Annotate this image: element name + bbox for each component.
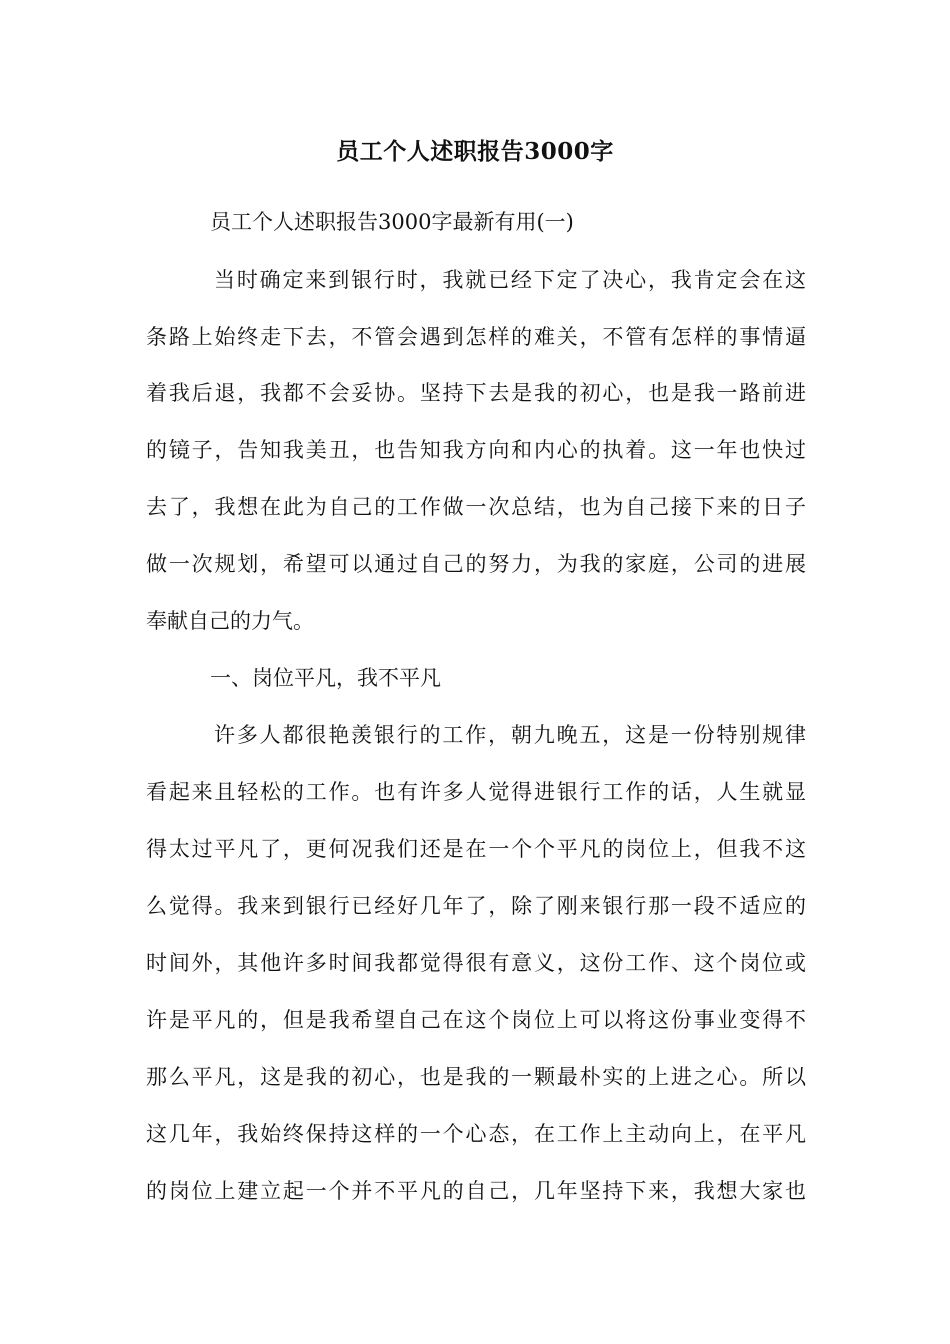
paragraph-line: 许多人都很艳羡银行的工作，朝九晚五，这是一份特别规律 — [214, 723, 806, 747]
paragraph-line: 当时确定来到银行时，我就已经下定了决心，我肯定会在这 — [214, 268, 806, 292]
paragraph-line: 的镜子，告知我美丑，也告知我方向和内心的执着。这一年也快过 — [146, 438, 806, 462]
paragraph-line: 去了，我想在此为自己的工作做一次总结，也为自己接下来的日子 — [146, 495, 806, 519]
paragraph-line: 条路上始终走下去，不管会遇到怎样的难关，不管有怎样的事情逼 — [146, 325, 806, 349]
section-heading: 一、岗位平凡，我不平凡 — [210, 666, 441, 690]
paragraph-line: 那么平凡，这是我的初心，也是我的一颗最朴实的上进之心。所以 — [146, 1065, 806, 1089]
paragraph-line: 的岗位上建立起一个并不平凡的自己，几年坚持下来，我想大家也 — [146, 1179, 806, 1203]
paragraph-line: 看起来且轻松的工作。也有许多人觉得进银行工作的话，人生就显 — [146, 780, 806, 804]
paragraph-line: 做一次规划，希望可以通过自己的努力，为我的家庭，公司的进展 — [146, 552, 806, 576]
paragraph-line: 么觉得。我来到银行已经好几年了，除了刚来银行那一段不适应的 — [146, 894, 806, 918]
document-subtitle: 员工个人述职报告3000字最新有用(一) — [210, 210, 574, 234]
paragraph-line: 这几年，我始终保持这样的一个心态，在工作上主动向上，在平凡 — [146, 1122, 806, 1146]
paragraph-line: 得太过平凡了，更何况我们还是在一个个平凡的岗位上，但我不这 — [146, 837, 806, 861]
document-title: 员工个人述职报告3000字 — [336, 138, 614, 165]
paragraph-line: 着我后退，我都不会妥协。坚持下去是我的初心，也是我一路前进 — [146, 381, 806, 405]
paragraph-line: 许是平凡的，但是我希望自己在这个岗位上可以将这份事业变得不 — [146, 1008, 806, 1032]
paragraph-line: 奉献自己的力气。 — [146, 609, 314, 633]
paragraph-line: 时间外，其他许多时间我都觉得很有意义，这份工作、这个岗位或 — [146, 951, 806, 975]
